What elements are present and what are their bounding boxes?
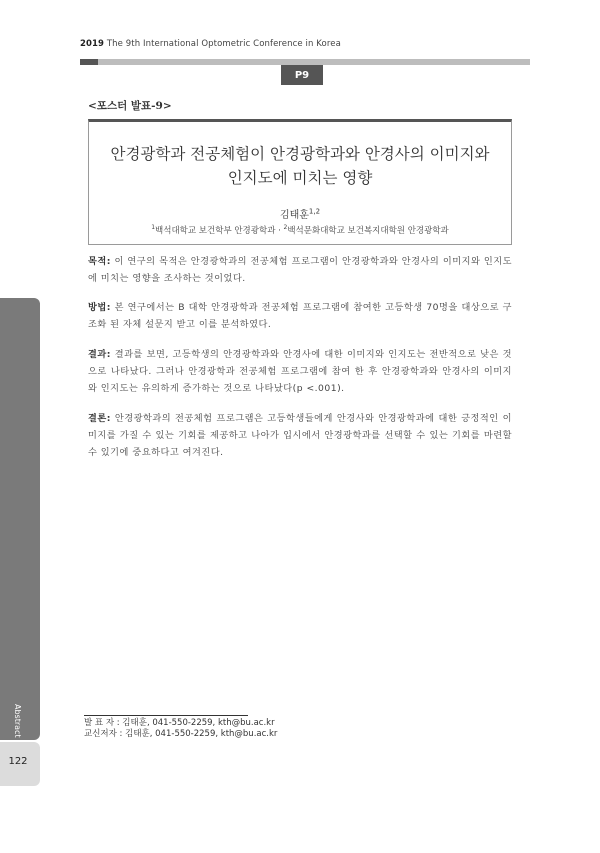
conference-header [80, 39, 341, 49]
affiliation-2: 백석문화대학교 보건복지대학원 안경광학과 [287, 226, 449, 236]
section-method [88, 299, 512, 333]
title-line-1: 안경광학과 전공체험이 안경광학과와 안경사의 이미지와 [110, 145, 490, 163]
affiliation-sup-1: 1 [151, 224, 156, 232]
author-line [89, 206, 511, 221]
section-purpose-head: 목적: [88, 256, 111, 267]
title-line-2: 인지도에 미치는 영향 [227, 169, 373, 187]
paper-title [89, 142, 511, 190]
side-tab-label: Abstract [13, 704, 22, 738]
section-purpose [88, 253, 512, 287]
section-method-head: 방법: [88, 302, 111, 313]
section-method-body: 본 연구에서는 B 대학 안경광학과 전공체험 프로그램에 참여한 고등학생 70명을 대상으로 구조화 된 자체 설문지 받고 이를 분석하였다. [88, 302, 512, 330]
title-box [88, 119, 512, 245]
author-sup: 1,2 [308, 207, 321, 216]
affiliation-line [89, 224, 511, 236]
affiliation-sup-2: 2 [283, 224, 288, 232]
conference-year: 2019 [80, 39, 105, 49]
section-result-head: 결과: [88, 349, 111, 360]
section-conclusion-body: 안경광학과의 전공체험 프로그램은 고등학생들에게 안경사와 안경광학과에 대한 긍정적인 이미지를 가질 수 있는 기회를 제공하고 나아가 입시에서 안경광학과를 선택할 수 있는 기회를 마련할 수 있기에 중요하다고 여겨진다. [88, 413, 512, 458]
poster-label: <포스터 발표-9> [88, 100, 172, 112]
section-result [88, 346, 512, 397]
section-conclusion [88, 410, 512, 461]
conference-name: The 9th International Optometric Conference in Korea [106, 39, 341, 49]
footnote-corresponding: 교신저자 : 김태훈, 041-550-2259, kth@bu.ac.kr [84, 729, 278, 739]
footnote-rule [84, 715, 248, 716]
section-conclusion-head: 결론: [88, 413, 111, 424]
header-bar-accent [80, 59, 98, 65]
footnote-presenter: 발 표 자 : 김태훈, 041-550-2259, kth@bu.ac.kr [84, 718, 275, 728]
section-result-body: 결과를 보면, 고등학생의 안경광학과와 안경사에 대한 이미지와 인지도는 전반적으로 낮은 것으로 나타났다. 그러나 안경광학과 전공체험 프로그램에 참여 한 후 안경광학과와 안경사의 이미지와 인지도는 유의하게 증가하는 것으로 나타났다(p <.001). [88, 349, 512, 394]
page-number: 122 [8, 756, 28, 767]
section-purpose-body: 이 연구의 목적은 안경광학과의 전공체험 프로그램이 안경광학과와 안경사의 이미지와 인지도에 미치는 영향을 조사하는 것이었다. [88, 256, 512, 284]
poster-badge: P9 [281, 65, 323, 85]
author-name: 김태훈 [279, 210, 309, 221]
affiliation-1: 백석대학교 보건학부 안경광학과 · [155, 226, 284, 236]
side-tab [0, 298, 40, 740]
